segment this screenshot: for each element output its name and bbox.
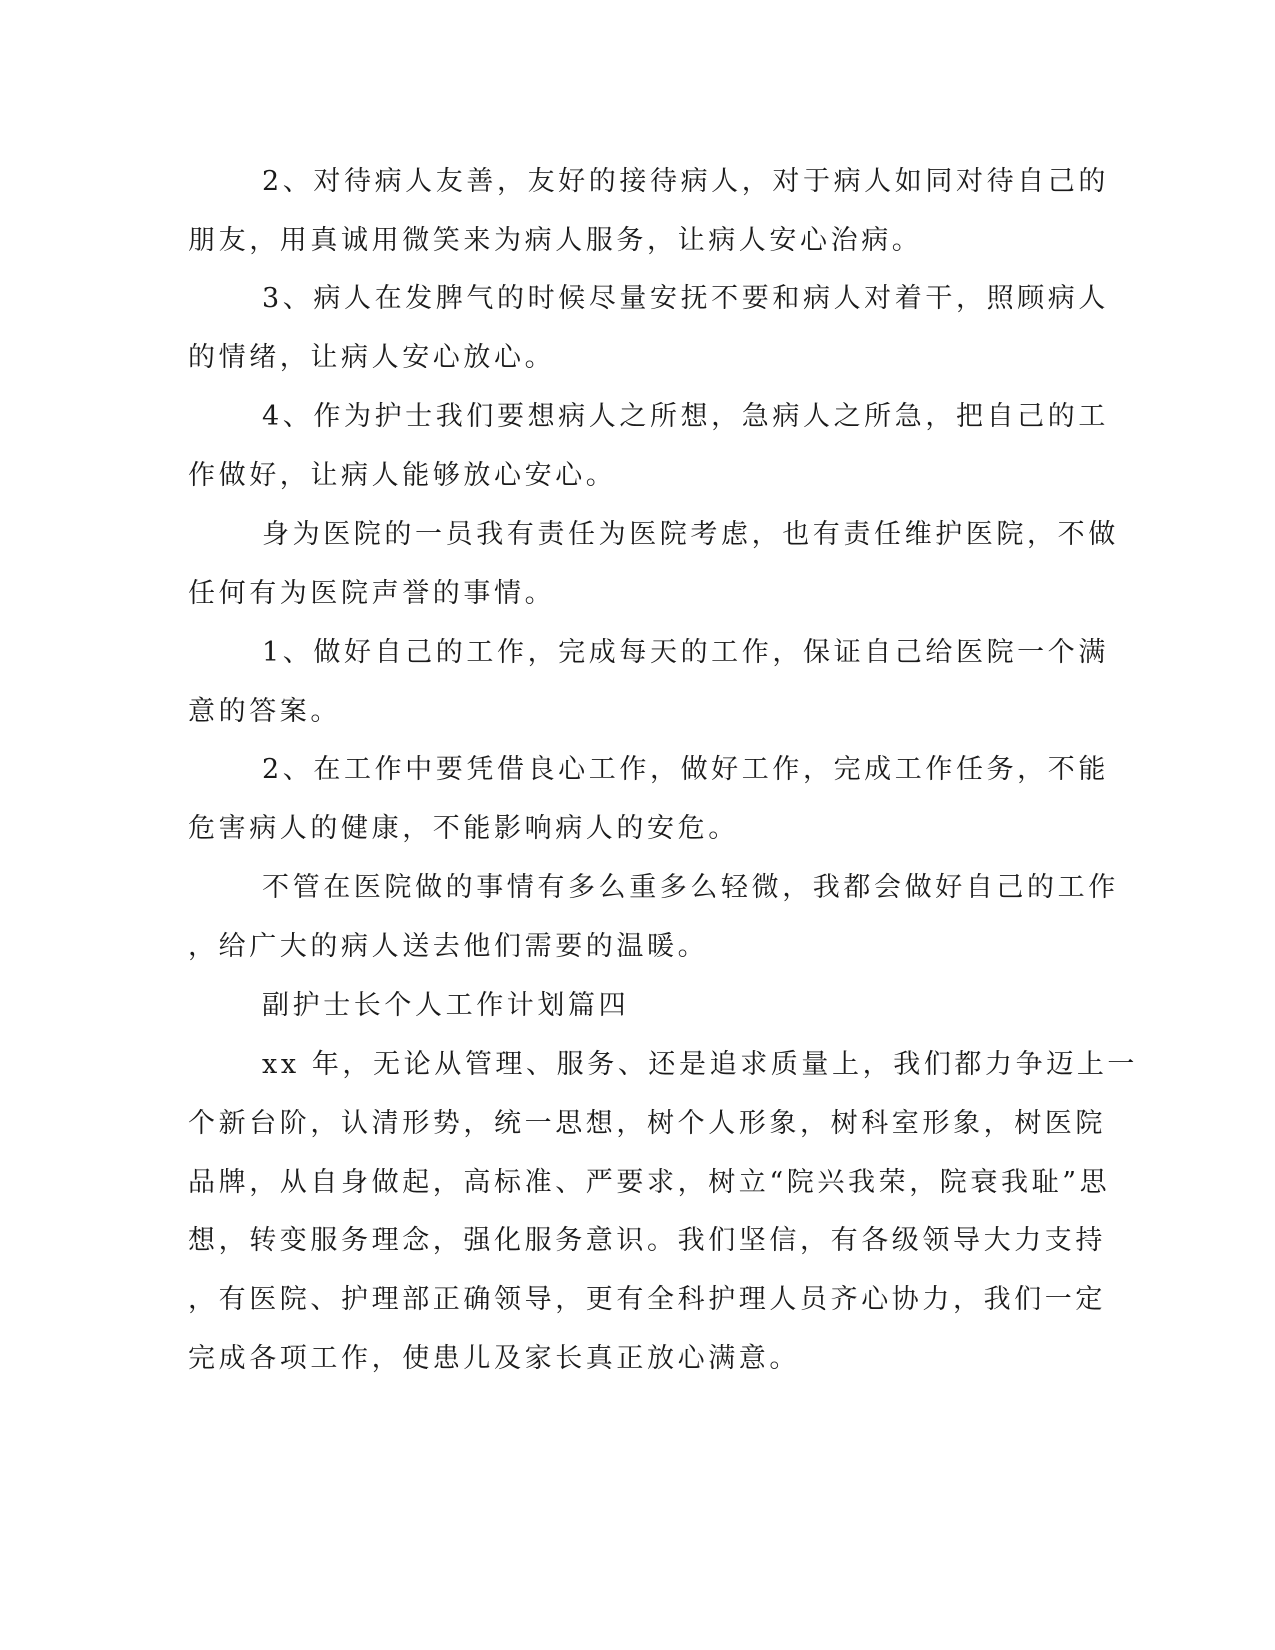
text-line: 意的答案。 [188,696,341,727]
text-line: 品牌，从自身做起，高标准、严要求，树立“院兴我荣，院衰我耻”思 [188,1167,1111,1198]
text-line: 3、病人在发脾气的时候尽量安抚不要和病人对着干，照顾病人 [262,283,1109,314]
text-line: ，给广大的病人送去他们需要的温暖。 [188,931,709,962]
text-line: 个新台阶，认清形势，统一思想，树个人形象，树科室形象，树医院 [188,1108,1106,1139]
text-line: 任何有为医院声誉的事情。 [188,578,556,609]
text-line: 危害病人的健康，不能影响病人的安危。 [188,813,739,844]
text-line: 1、做好自己的工作，完成每天的工作，保证自己给医院一个满 [262,637,1109,668]
text-line: xx 年，无论从管理、服务、还是追求质量上，我们都力争迈上一 [262,1049,1139,1080]
text-line: 4、作为护士我们要想病人之所想，急病人之所急，把自己的工 [262,401,1109,432]
text-line: 完成各项工作，使患儿及家长真正放心满意。 [188,1343,800,1374]
section-heading: 副护士长个人工作计划篇四 [262,990,630,1021]
text-line: 作做好，让病人能够放心安心。 [188,460,617,491]
text-line: 身为医院的一员我有责任为医院考虑，也有责任维护医院，不做 [262,519,1119,550]
text-line: 想，转变服务理念，强化服务意识。我们坚信，有各级领导大力支持 [188,1225,1106,1256]
text-line: 2、在工作中要凭借良心工作，做好工作，完成工作任务，不能 [262,754,1109,785]
text-line: 不管在医院做的事情有多么重多么轻微，我都会做好自己的工作 [262,872,1119,903]
text-line: 的情绪，让病人安心放心。 [188,342,556,373]
text-line: 2、对待病人友善，友好的接待病人，对于病人如同对待自己的 [262,166,1109,197]
text-line: ，有医院、护理部正确领导，更有全科护理人员齐心协力，我们一定 [188,1284,1106,1315]
text-line: 朋友，用真诚用微笑来为病人服务，让病人安心治病。 [188,225,923,256]
